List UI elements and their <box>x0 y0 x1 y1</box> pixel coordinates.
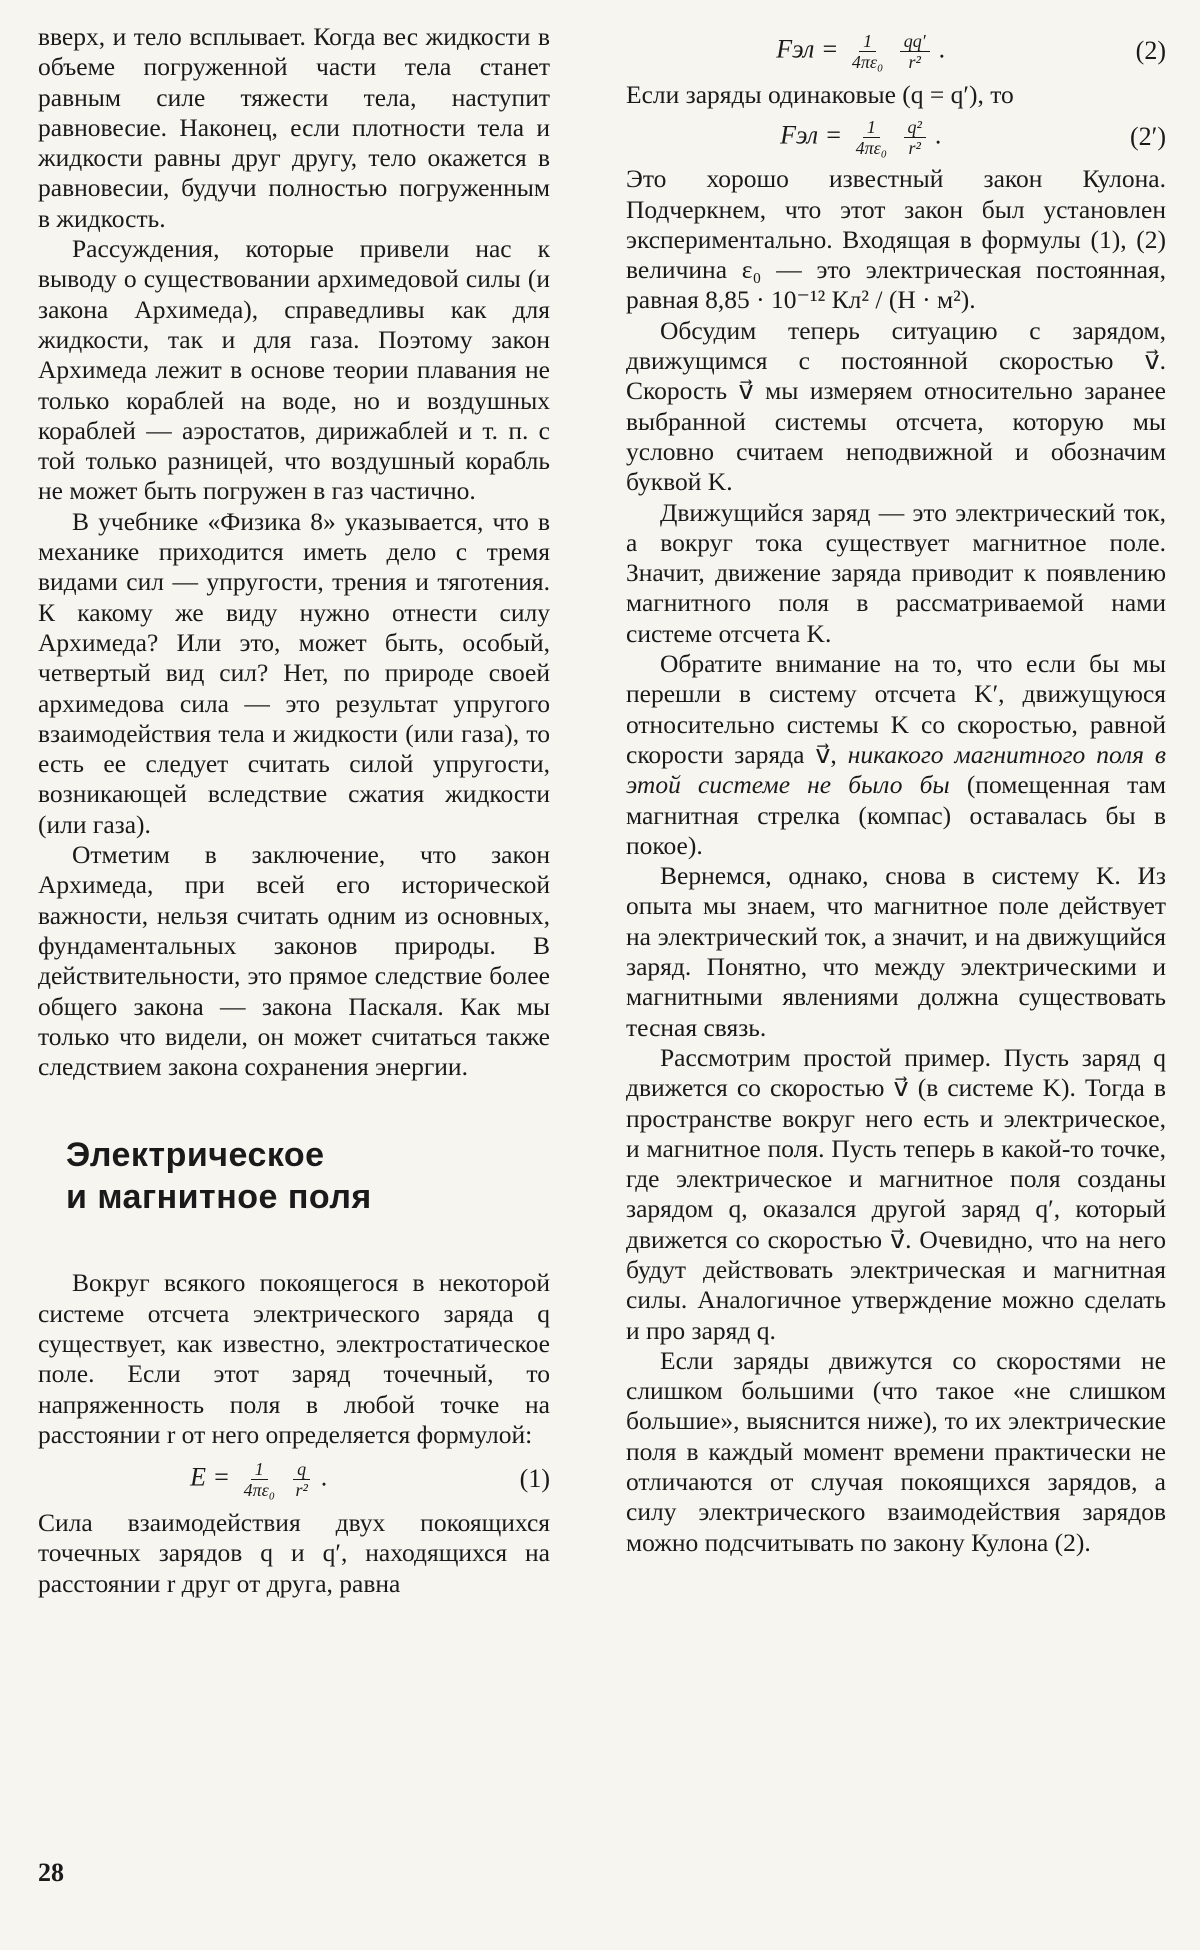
paragraph: Если заряды движутся со скоростями не слишком большими (что такое «не слишком большие», выяснится ниже), то их электрические поля в каждый момент времени практически не отличаются от случая покоящихся зарядов, а силу электрического взаимодействия зарядов можно подсчитывать по закону Кулона (2). <box>626 1345 1166 1557</box>
left-column <box>38 22 550 1599</box>
paragraph: Вокруг всякого покоящегося в некоторой системе отсчета электрического заряда q существует, как известно, электростатическое поле. Если этот заряд точечный, то напряженность поля в любой точке на расстоянии r от него определяется формулой: <box>38 1268 550 1449</box>
formula-1 <box>38 1450 550 1508</box>
section-heading <box>66 1134 550 1218</box>
formula-number: (2′) <box>1129 122 1166 152</box>
paragraph: Движущийся заряд — это электрический ток, а вокруг тока существует магнитное поле. Значит, движение заряда приводит к появлению магнитного поля в рассматриваемой нами системе отсчета K. <box>626 497 1166 648</box>
text-run: (помещенная там магнитная стрелка (компас) оставалась бы в покое). <box>626 770 1166 860</box>
paragraph: вверх, и тело всплывает. Когда вес жидкости в объеме погруженной части тела станет равным силе тяжести тела, наступит равновесие. Наконец, если плотности тела и жидкости равны друг другу, тело окажется в равновесии, будучи полностью погруженным в жидкость. <box>38 22 550 233</box>
paragraph: Это хорошо известный закон Кулона. Подчеркнем, что этот закон был установлен экспериментально. Входящая в формулы (1), (2) величина ε₀ — это электрическая постоянная, равная 8,85 · 10⁻¹² Кл² / (Н · м²). <box>626 164 1166 315</box>
formula-tail: . <box>321 1462 328 1492</box>
page-number: 28 <box>38 1858 64 1887</box>
fraction: $\frac{q}{\text{r²}}$ <box>291 1459 311 1500</box>
paragraph: Сила взаимодействия двух покоящихся точечных зарядов q и q′, находящихся на расстоянии r друг от друга, равна <box>38 1508 550 1598</box>
formula-lhs: Fэл = <box>776 33 839 63</box>
formula-2-prime <box>626 110 1166 164</box>
formula-lhs: Fэл = <box>780 120 843 150</box>
formula-number: (2) <box>1135 35 1166 65</box>
paragraph: Рассуждения, которые привели нас к выводу о существовании архимедовой силы (и закона Архимеда), справедливы как для жидкости, так и для газа. Поэтому закон Архимеда лежит в основе теории плавания не только кораблей на воде, но и воздушных кораблей — аэростатов, дирижаблей и т. п. с той только разницей, что воздушный корабль не может быть погружен в газ частично. <box>38 234 550 506</box>
formula-tail: . <box>935 120 942 150</box>
paragraph: Если заряды одинаковые (q = q′), то <box>626 80 1014 109</box>
formula-2 <box>626 22 1166 80</box>
heading-line: и магнитное поля <box>66 1178 372 1217</box>
formula-tail: . <box>939 33 946 63</box>
fraction: $\frac{1}{\text{4πε₀}}$ <box>851 30 884 72</box>
fraction: $\frac{1}{\text{4πε₀}}$ <box>243 1458 275 1500</box>
paragraph: В учебнике «Физика 8» указывается, что в механике приходится иметь дело с тремя видами сил — упругости, трения и тяготения. К какому же виду нужно отнести силу Архимеда? Или это, может быть, особый, четвертый вид сил? Нет, по природе своей архимедова сила — это результат упругого взаимодействия тела и жидкости (или газа), то есть ее следует считать силой упругости, возникающей вследствие сжатия жидкости (или газа). <box>38 506 550 839</box>
fraction: $\frac{qq'}{\text{r²}}$ <box>900 31 930 72</box>
paragraph: Отметим в заключение, что закон Архимеда, при всей его исторической важности, нельзя считать одним из основных, фундаментальных законов природы. В действительности, это прямое следствие более общего закона — закона Паскаля. Как мы только что видели, он может считаться также следствием закона сохранения энергии. <box>38 840 550 1082</box>
formula-lhs: E = <box>190 1462 231 1492</box>
text-run: Обратите внимание на то, что если бы мы перешли в систему отсчета K′, движущуюся относительно системы K со скоростью, равной скорости заряда v⃗, <box>626 649 1166 769</box>
paragraph <box>626 649 1166 861</box>
fraction: $\frac{1}{\text{4πε₀}}$ <box>855 116 888 158</box>
formula-number: (1) <box>519 1464 550 1494</box>
paragraph: Вернемся, однако, снова в систему K. Из опыта мы знаем, что магнитное поле действует на электрический ток, а значит, и на движущийся заряд. Понятно, что между электрическими и магнитными явлениями должна существовать тесная связь. <box>626 861 1166 1042</box>
emphasis-text: никакого магнитного поля в этой системе не было бы <box>626 739 1166 800</box>
fraction: $\frac{\text{q²}}{\text{r²}}$ <box>904 117 926 158</box>
heading-line: Электрическое <box>66 1136 325 1175</box>
right-column <box>626 22 1166 1558</box>
paragraph: Обсудим теперь ситуацию с зарядом, движущимся с постоянной скоростью v⃗. Скорость v⃗ мы измеряем относительно заранее выбранной системы отсчета, которую мы условно считаем неподвижной и обозначим буквой K. <box>626 315 1166 497</box>
paragraph: Рассмотрим простой пример. Пусть заряд q движется со скоростью v⃗ (в системе K). Тогда в пространстве вокруг него есть и электрическое, и магнитное поля. Пусть теперь в какой-то точке, где электрическое и магнитное поля созданы зарядом q, оказался другой заряд q′, который движется со скоростью v⃗. Очевидно, что на него будут действовать электрическая и магнитная силы. Аналогичное утверждение можно сделать и про заряд q. <box>626 1042 1166 1345</box>
